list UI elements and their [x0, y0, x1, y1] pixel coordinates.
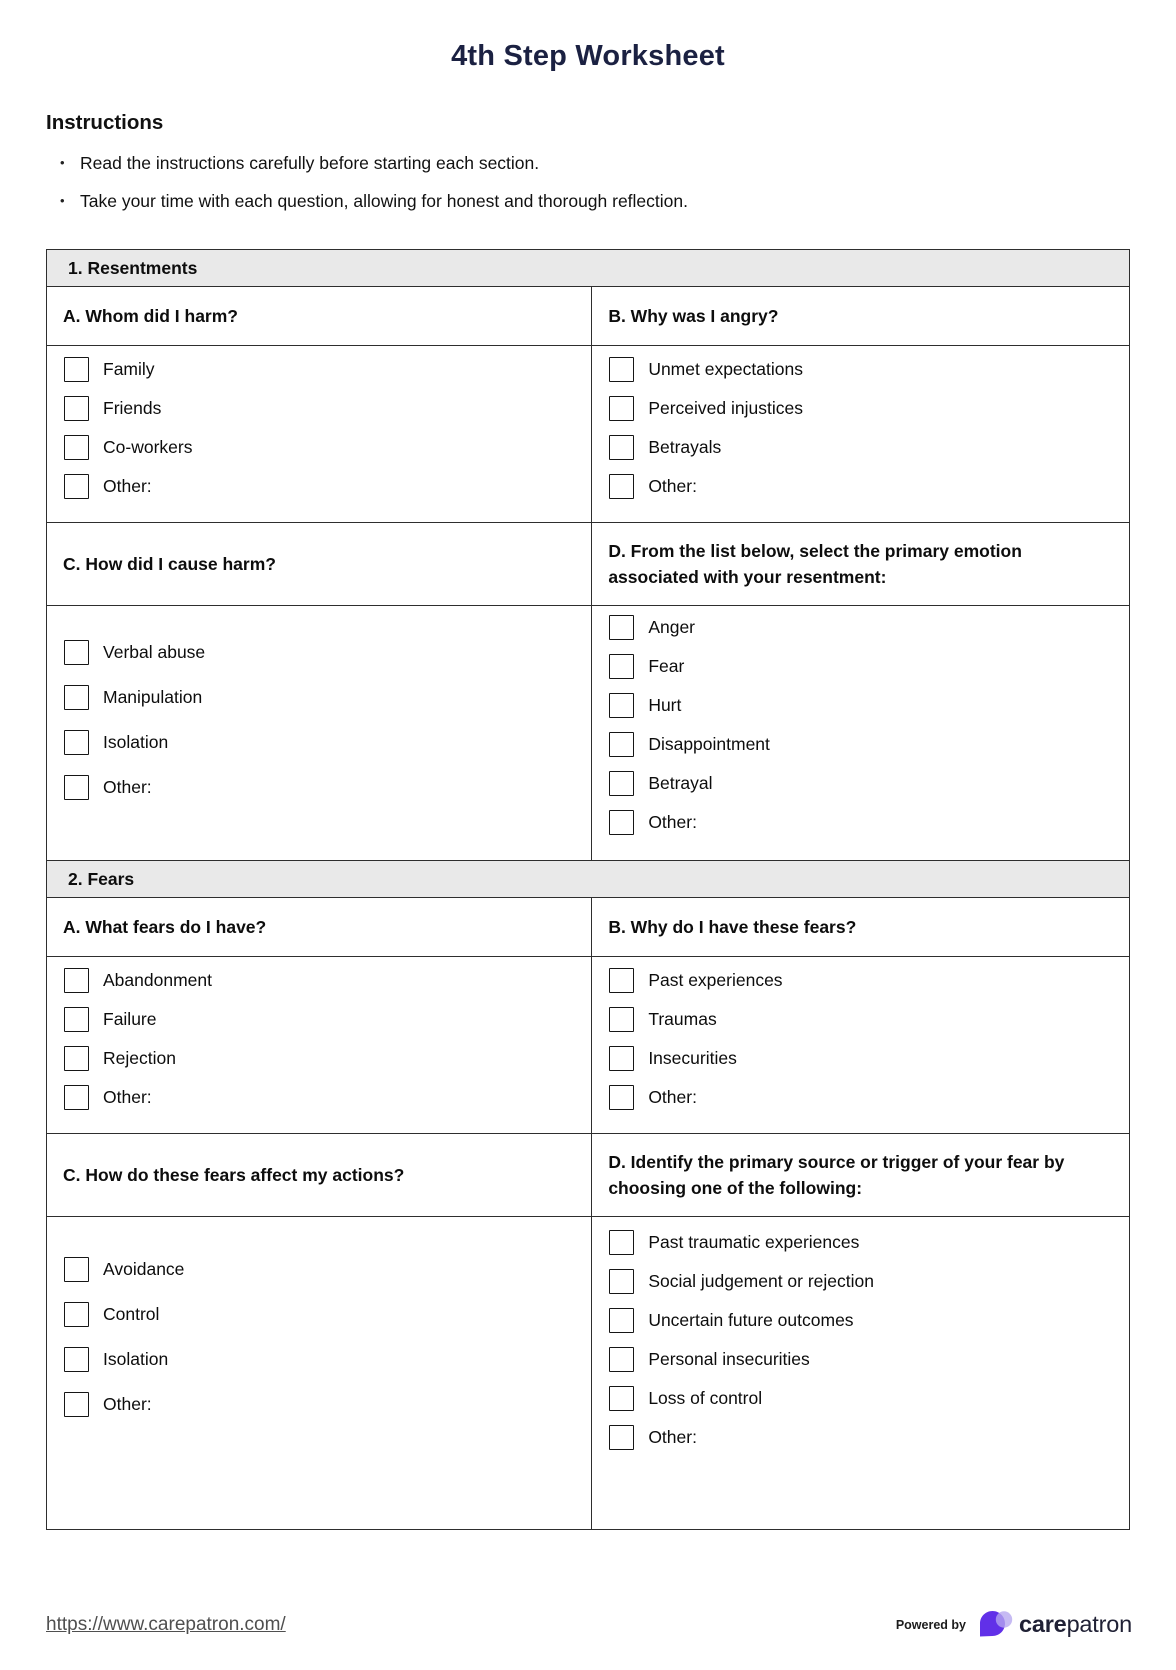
question-cell-1a: A. Whom did I harm? [47, 287, 592, 345]
question-row [47, 522, 1129, 605]
checkbox-label: Other: [103, 777, 152, 797]
checkbox-label: Friends [103, 398, 162, 418]
checkbox[interactable] [609, 1308, 634, 1333]
checkbox[interactable] [64, 357, 89, 382]
checkbox[interactable] [609, 396, 634, 421]
checkbox-option [609, 1007, 1119, 1032]
checkbox-label: Isolation [103, 732, 169, 752]
brand-wordmark [1019, 1611, 1132, 1638]
checkbox[interactable] [64, 1392, 89, 1417]
instruction-text: Read the instructions carefully before starting each section. [80, 153, 540, 173]
checkbox-label: Other: [103, 476, 152, 496]
instruction-item [46, 191, 1130, 212]
brand-regular: patron [1066, 1611, 1132, 1637]
checkbox-label: Other: [648, 812, 697, 832]
checkbox-option [64, 1392, 581, 1417]
checkbox-label: Avoidance [103, 1259, 185, 1279]
checkbox-label: Unmet expectations [648, 359, 803, 379]
checkbox-option [609, 1269, 1119, 1294]
checkbox-label: Fear [648, 656, 685, 676]
checkbox-label: Traumas [648, 1009, 717, 1029]
powered-by-block [896, 1609, 1132, 1640]
checkbox-option [64, 474, 581, 499]
checkbox-option [64, 1302, 581, 1327]
question-cell-1b: B. Why was I angry? [608, 305, 779, 326]
checkbox-label: Other: [648, 1427, 697, 1447]
checkbox[interactable] [609, 1230, 634, 1255]
checkbox-label: Other: [648, 476, 697, 496]
checkbox-label: Other: [648, 1087, 697, 1107]
checkbox-option [609, 1046, 1119, 1071]
checkbox-label: Uncertain future outcomes [648, 1310, 854, 1330]
checkbox-option [609, 1308, 1119, 1333]
checkbox[interactable] [64, 775, 89, 800]
checkbox[interactable] [64, 396, 89, 421]
checkbox-option [64, 730, 581, 755]
checkbox-option [64, 1046, 581, 1071]
checkbox[interactable] [609, 1347, 634, 1372]
checkbox-label: Past experiences [648, 970, 783, 990]
checkbox-option [609, 1386, 1119, 1411]
checkbox[interactable] [64, 685, 89, 710]
checkbox[interactable] [609, 810, 634, 835]
checkbox-option [64, 357, 581, 382]
bullet-icon: • [60, 155, 65, 170]
checkbox-option [64, 640, 581, 665]
options-row [47, 605, 1129, 860]
checkbox-option [64, 1257, 581, 1282]
options-row [47, 1216, 1129, 1529]
page-title: 4th Step Worksheet [451, 40, 725, 72]
checkbox-option [609, 1425, 1119, 1450]
checkbox-label: Abandonment [103, 970, 212, 990]
brand-bold: care [1019, 1611, 1067, 1637]
checkbox-option [609, 1085, 1119, 1110]
checkbox-option [64, 1085, 581, 1110]
checkbox-label: Isolation [103, 1349, 169, 1369]
instructions-heading: Instructions [46, 111, 164, 134]
instruction-item [46, 153, 1130, 174]
instructions-list [46, 153, 1130, 212]
question-cell-1d: D. From the list below, select the primary emotion associated with your resentment: [608, 540, 1022, 587]
powered-by-label: Powered by [895, 1617, 966, 1632]
options-cell-1c [47, 606, 592, 860]
options-row [47, 956, 1129, 1133]
checkbox[interactable] [64, 1046, 89, 1071]
checkbox-option [609, 474, 1119, 499]
options-row [47, 345, 1129, 522]
checkbox[interactable] [609, 615, 634, 640]
checkbox-option [609, 435, 1119, 460]
checkbox[interactable] [609, 435, 634, 460]
checkbox[interactable] [609, 771, 634, 796]
checkbox[interactable] [609, 1046, 634, 1071]
checkbox[interactable] [64, 1085, 89, 1110]
checkbox[interactable] [609, 1425, 634, 1450]
options-cell-2a [47, 957, 592, 1133]
checkbox[interactable] [609, 693, 634, 718]
checkbox-option [64, 1007, 581, 1032]
checkbox[interactable] [64, 435, 89, 460]
options-cell-1d [592, 606, 1129, 860]
checkbox-label: Perceived injustices [648, 398, 803, 418]
checkbox[interactable] [609, 968, 634, 993]
checkbox-label: Manipulation [103, 687, 203, 707]
checkbox-option [64, 775, 581, 800]
checkbox[interactable] [609, 654, 634, 679]
checkbox-label: Insecurities [648, 1048, 737, 1068]
question-cell-1c: C. How did I cause harm? [47, 523, 592, 605]
question-cell-2c: C. How do these fears affect my actions? [47, 1134, 592, 1216]
question-cell-2d: D. Identify the primary source or trigger of your fear by choosing one of the following: [608, 1151, 1065, 1198]
checkbox-option [64, 685, 581, 710]
checkbox-label: Rejection [103, 1048, 176, 1068]
question-row [47, 287, 1129, 345]
checkbox-label: Anger [648, 617, 696, 637]
question-row [47, 898, 1129, 956]
checkbox-label: Loss of control [648, 1388, 763, 1408]
checkbox[interactable] [609, 1386, 634, 1411]
checkbox-label: Other: [103, 1394, 152, 1414]
checkbox-option [609, 968, 1119, 993]
page-footer [46, 1609, 1132, 1640]
checkbox[interactable] [64, 640, 89, 665]
checkbox-option [609, 693, 1119, 718]
checkbox-label: Hurt [648, 695, 682, 715]
checkbox[interactable] [609, 1085, 634, 1110]
section-header-resentments: 1. Resentments [47, 250, 1129, 287]
checkbox[interactable] [609, 1269, 634, 1294]
worksheet-page [0, 40, 1176, 1670]
checkbox[interactable] [64, 1302, 89, 1327]
options-cell-1b [592, 346, 1129, 522]
options-cell-2c [47, 1217, 592, 1529]
checkbox[interactable] [64, 1007, 89, 1032]
checkbox-label: Family [103, 359, 155, 379]
checkbox-label: Disappointment [648, 734, 770, 754]
checkbox-option [609, 1230, 1119, 1255]
checkbox[interactable] [609, 732, 634, 757]
checkbox-option [609, 357, 1119, 382]
checkbox-option [609, 615, 1119, 640]
checkbox-label: Past traumatic experiences [648, 1232, 860, 1252]
checkbox-option [64, 1347, 581, 1372]
bullet-icon: • [60, 193, 65, 208]
checkbox-option [609, 810, 1119, 835]
checkbox-label: Co-workers [103, 437, 193, 457]
checkbox-option [609, 1347, 1119, 1372]
question-row [47, 1133, 1129, 1216]
checkbox-label: Control [103, 1304, 160, 1324]
carepatron-link[interactable]: https://www.carepatron.com/ [46, 1613, 286, 1635]
question-cell-2a: A. What fears do I have? [47, 898, 592, 956]
options-cell-2d [592, 1217, 1129, 1529]
carepatron-logo-icon [976, 1610, 1013, 1641]
checkbox[interactable] [609, 474, 634, 499]
checkbox-label: Social judgement or rejection [648, 1271, 874, 1291]
checkbox-option [64, 968, 581, 993]
checkbox[interactable] [64, 968, 89, 993]
checkbox-option [64, 396, 581, 421]
checkbox-label: Failure [103, 1009, 157, 1029]
checkbox-option [609, 771, 1119, 796]
checkbox-label: Verbal abuse [103, 642, 206, 662]
checkbox[interactable] [609, 1007, 634, 1032]
checkbox[interactable] [609, 357, 634, 382]
checkbox-label: Betrayal [648, 773, 713, 793]
options-cell-2b [592, 957, 1129, 1133]
checkbox[interactable] [64, 730, 89, 755]
question-cell-2b: B. Why do I have these fears? [608, 916, 857, 937]
instruction-text: Take your time with each question, allowing for honest and thorough reflection. [80, 191, 688, 211]
options-cell-1a [47, 346, 592, 522]
checkbox[interactable] [64, 474, 89, 499]
checkbox-option [609, 396, 1119, 421]
checkbox[interactable] [64, 1347, 89, 1372]
checkbox-option [609, 732, 1119, 757]
checkbox-label: Betrayals [648, 437, 722, 457]
section-header-fears: 2. Fears [47, 860, 1129, 898]
checkbox-label: Other: [103, 1087, 152, 1107]
checkbox[interactable] [64, 1257, 89, 1282]
checkbox-label: Personal insecurities [648, 1349, 810, 1369]
checkbox-option [64, 435, 581, 460]
worksheet-table [46, 249, 1130, 1530]
checkbox-option [609, 654, 1119, 679]
